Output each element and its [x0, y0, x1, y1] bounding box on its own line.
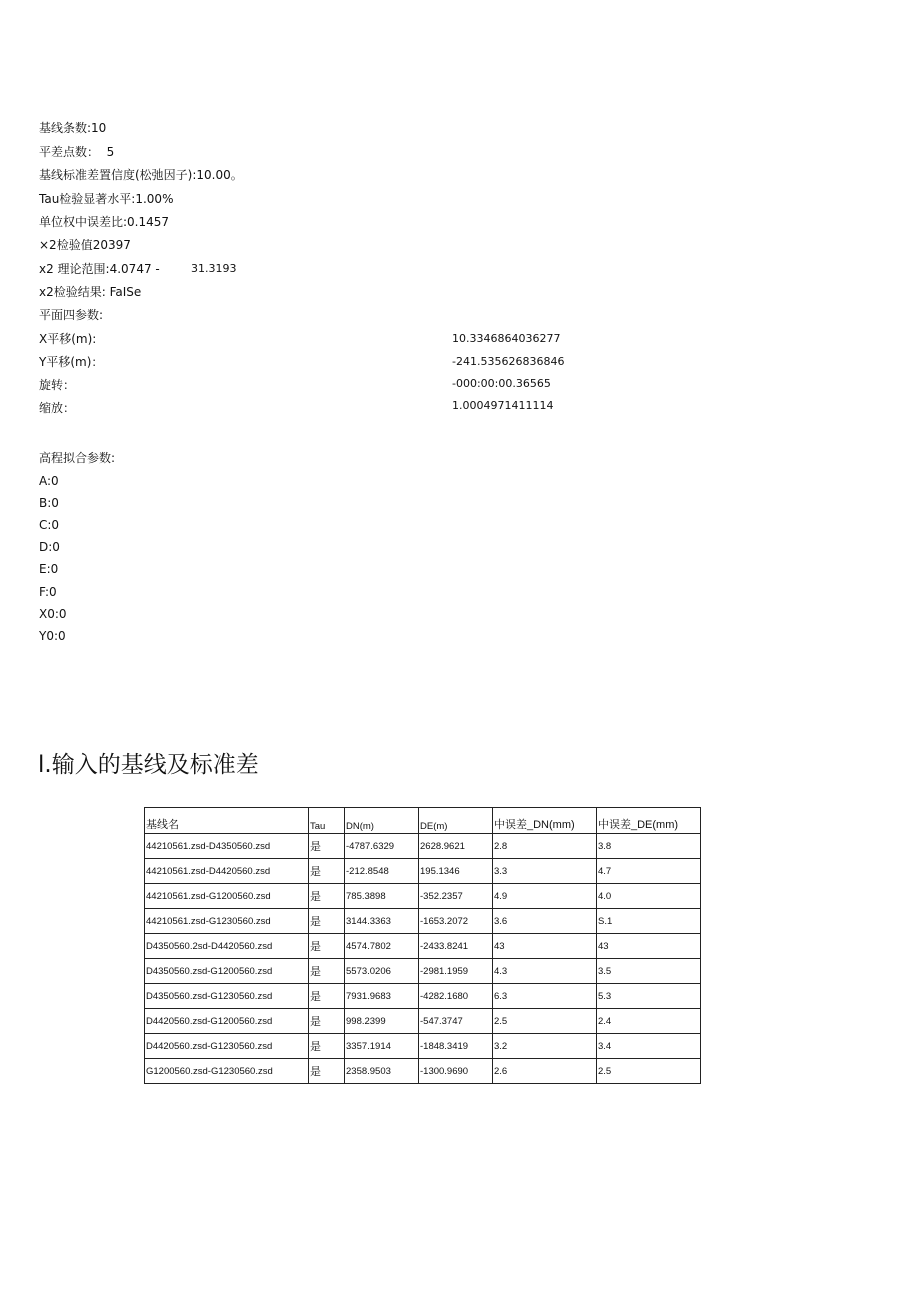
- height-param-c: C:0: [39, 518, 60, 532]
- cell-de: -1653.2072: [419, 909, 493, 934]
- section-title: l.输入的基线及标准差: [38, 752, 259, 778]
- cell-tau: 是: [309, 1059, 345, 1084]
- cell-dn: 2358.9503: [345, 1059, 419, 1084]
- cell-dn: 7931.9683: [345, 984, 419, 1009]
- cell-baseline-name: D4420560.zsd-G1200560.zsd: [145, 1009, 309, 1034]
- chi2-result: x2检验结果: FaISe: [39, 285, 142, 299]
- cell-tau: 是: [309, 984, 345, 1009]
- cell-de: -2433.8241: [419, 934, 493, 959]
- cell-de: -4282.1680: [419, 984, 493, 1009]
- cell-dn-error: 2.5: [493, 1009, 597, 1034]
- table-row: [145, 859, 701, 884]
- cell-dn: 3144.3363: [345, 909, 419, 934]
- cell-dn: 785.3898: [345, 884, 419, 909]
- tau-significance: Tau检验显著水平:1.00%: [39, 192, 174, 206]
- cell-dn: 4574.7802: [345, 934, 419, 959]
- cell-de-error: 3.4: [597, 1034, 701, 1059]
- height-params-heading: 高程拟合参数:: [39, 451, 116, 465]
- unit-weight-ratio: 单位权中误差比:0.1457: [39, 215, 170, 229]
- chi2-value: ×2检验值20397: [39, 238, 131, 252]
- cell-de: 2628.9621: [419, 834, 493, 859]
- cell-dn: -212.8548: [345, 859, 419, 884]
- header-de-error: 中误差_DE(mm): [597, 808, 701, 834]
- cell-tau: 是: [309, 1034, 345, 1059]
- cell-de: -2981.1959: [419, 959, 493, 984]
- cell-tau: 是: [309, 909, 345, 934]
- cell-de: -1848.3419: [419, 1034, 493, 1059]
- height-param-a: A:0: [39, 474, 59, 488]
- table-row: [145, 934, 701, 959]
- cell-baseline-name: D4350560.zsd-G1230560.zsd: [145, 984, 309, 1009]
- cell-de-error: 4.0: [597, 884, 701, 909]
- table-row: [145, 1009, 701, 1034]
- plane-params-heading: 平面四参数:: [39, 308, 104, 322]
- cell-dn-error: 2.8: [493, 834, 597, 859]
- rotation-value: -000:00:00.36565: [452, 377, 551, 390]
- table-header-row: [145, 808, 701, 834]
- cell-de-error: 2.5: [597, 1059, 701, 1084]
- cell-de-error: 4.7: [597, 859, 701, 884]
- cell-dn-error: 3.2: [493, 1034, 597, 1059]
- x-shift-value: 10.3346864036277: [452, 332, 561, 345]
- cell-dn: 5573.0206: [345, 959, 419, 984]
- chi2-range-upper: 31.3193: [191, 262, 237, 275]
- cell-tau: 是: [309, 934, 345, 959]
- cell-de: -352.2357: [419, 884, 493, 909]
- confidence-factor: 基线标准差置信度(松弛因子):10.00。: [39, 168, 243, 182]
- cell-de: -1300.9690: [419, 1059, 493, 1084]
- height-param-b: B:0: [39, 496, 59, 510]
- baseline-count: 基线条数:10: [39, 121, 107, 135]
- cell-dn-error: 3.3: [493, 859, 597, 884]
- cell-dn-error: 4.3: [493, 959, 597, 984]
- cell-baseline-name: G1200560.zsd-G1230560.zsd: [145, 1059, 309, 1084]
- table-row: [145, 909, 701, 934]
- height-param-d: D:0: [39, 540, 60, 554]
- header-baseline-name: 基线名: [145, 808, 309, 834]
- x-shift-label: X平移(m):: [39, 332, 97, 346]
- cell-tau: 是: [309, 834, 345, 859]
- cell-baseline-name: 44210561.zsd-D4350560.zsd: [145, 834, 309, 859]
- cell-baseline-name: 44210561.zsd-D4420560.zsd: [145, 859, 309, 884]
- cell-de-error: 3.5: [597, 959, 701, 984]
- adjust-points: 平差点数： 5: [39, 145, 115, 159]
- header-tau: Tau: [309, 808, 345, 834]
- cell-dn-error: 3.6: [493, 909, 597, 934]
- cell-de-error: 43: [597, 934, 701, 959]
- cell-dn: -4787.6329: [345, 834, 419, 859]
- cell-baseline-name: 44210561.zsd-G1230560.zsd: [145, 909, 309, 934]
- y-shift-label: Y平移(m)：: [39, 355, 104, 369]
- header-dn: DN(m): [345, 808, 419, 834]
- chi2-range: x2 理论范围:4.0747 -: [39, 262, 160, 276]
- rotation-label: 旋转：: [39, 378, 76, 392]
- cell-tau: 是: [309, 959, 345, 984]
- cell-tau: 是: [309, 859, 345, 884]
- baseline-table: [144, 807, 701, 1084]
- cell-baseline-name: 44210561.zsd-G1200560.zsd: [145, 884, 309, 909]
- table-row: [145, 984, 701, 1009]
- height-param-f: F:0: [39, 585, 57, 599]
- cell-de-error: S.1: [597, 909, 701, 934]
- table-row: [145, 1034, 701, 1059]
- cell-dn-error: 2.6: [493, 1059, 597, 1084]
- cell-de: 195.1346: [419, 859, 493, 884]
- cell-de: -547.3747: [419, 1009, 493, 1034]
- height-param-y0: Y0:0: [39, 629, 66, 643]
- header-de: DE(m): [419, 808, 493, 834]
- cell-dn-error: 43: [493, 934, 597, 959]
- cell-dn: 998.2399: [345, 1009, 419, 1034]
- height-param-x0: X0:0: [39, 607, 67, 621]
- cell-dn: 3357.1914: [345, 1034, 419, 1059]
- cell-baseline-name: D4420560.zsd-G1230560.zsd: [145, 1034, 309, 1059]
- table-row: [145, 834, 701, 859]
- table-row: [145, 884, 701, 909]
- table-row: [145, 959, 701, 984]
- scale-value: 1.0004971411114: [452, 399, 554, 412]
- cell-dn-error: 6.3: [493, 984, 597, 1009]
- table-row: [145, 1059, 701, 1084]
- y-shift-value: -241.535626836846: [452, 355, 565, 368]
- scale-label: 缩放：: [39, 401, 76, 415]
- cell-tau: 是: [309, 884, 345, 909]
- cell-de-error: 5.3: [597, 984, 701, 1009]
- cell-dn-error: 4.9: [493, 884, 597, 909]
- header-dn-error: 中误差_DN(mm): [493, 808, 597, 834]
- cell-baseline-name: D4350560.zsd-G1200560.zsd: [145, 959, 309, 984]
- cell-de-error: 2.4: [597, 1009, 701, 1034]
- cell-baseline-name: D4350560.2sd-D4420560.zsd: [145, 934, 309, 959]
- height-param-e: E:0: [39, 562, 59, 576]
- cell-de-error: 3.8: [597, 834, 701, 859]
- cell-tau: 是: [309, 1009, 345, 1034]
